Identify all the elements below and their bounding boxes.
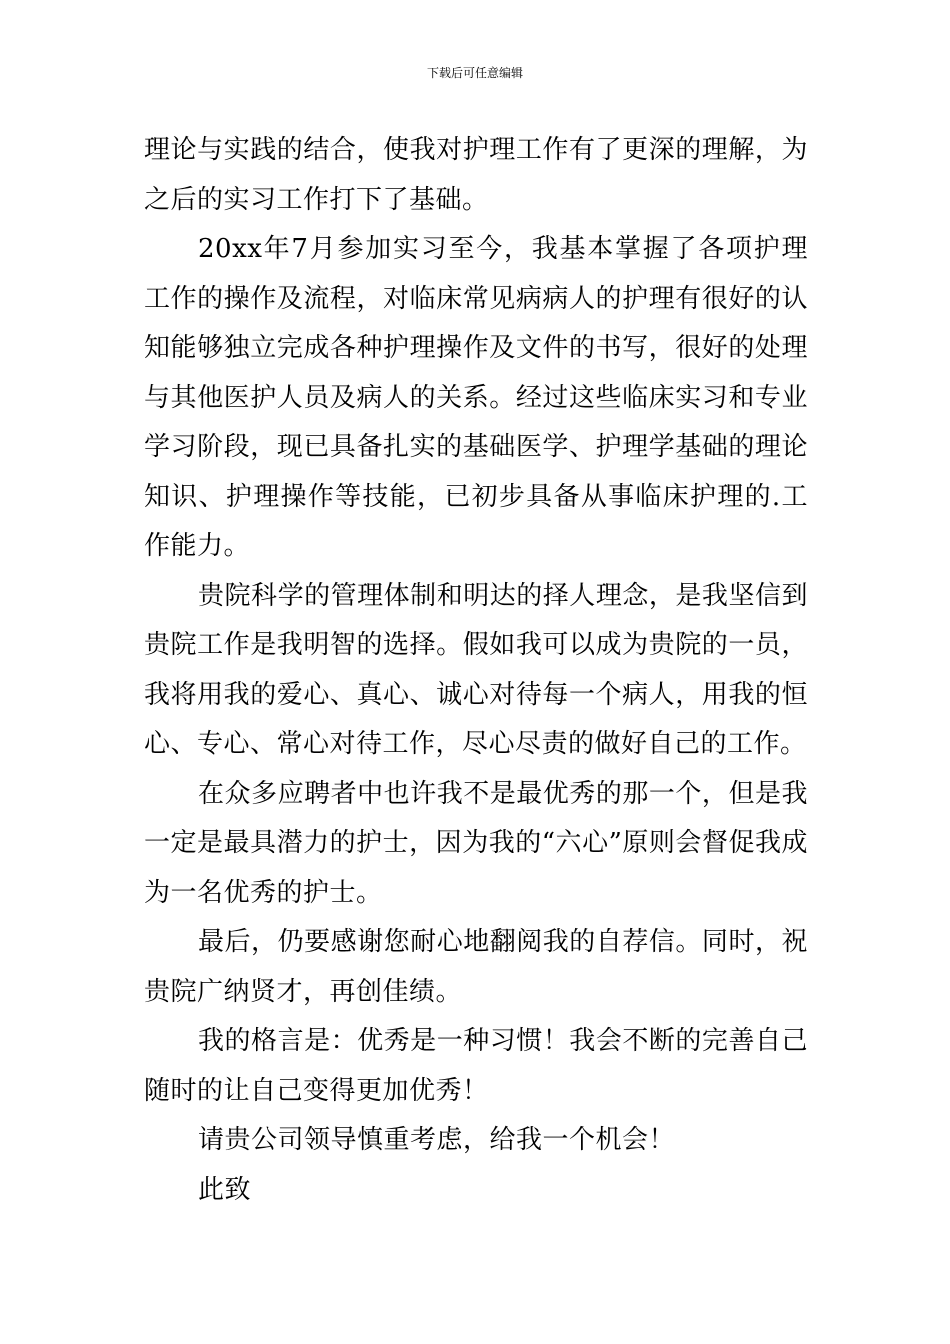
paragraph-7: 请贵公司领导慎重考虑，给我一个机会！ bbox=[198, 1125, 676, 1155]
page-header: 下载后可任意编辑 bbox=[426, 66, 523, 80]
paragraph-closing: 此致 bbox=[198, 1174, 252, 1205]
paragraph-6: 我的格言是：优秀是一种习惯！我会不断的完善自己随时的让自己变得更加优秀！ bbox=[144, 1026, 808, 1106]
paragraph-2: 20xx年7月参加实习至今，我基本掌握了各项护理工作的操作及流程，对临床常见病病人的护理有很好的认知能够独立完成各种护理操作及文件的书写，很好的处理与其他医护人员及病人的关系。经过这些临床实习和专业学习阶段，现已具备扎实的基础医学、护理学基础的理论知识、护理操作等技能，已初步具备从事临床护理的.工作能力。 bbox=[144, 234, 808, 561]
paragraph-4: 在众多应聘者中也许我不是最优秀的那一个，但是我一定是最具潜力的护士，因为我的“六心”原则会督促我成为一名优秀的护士。 bbox=[144, 778, 808, 908]
paragraph-1: 理论与实践的结合，使我对护理工作有了更深的理解，为之后的实习工作打下了基础。 bbox=[144, 135, 808, 215]
document-body bbox=[144, 126, 808, 1215]
paragraph-5: 最后，仍要感谢您耐心地翻阅我的自荐信。同时，祝贵院广纳贤才，再创佳绩。 bbox=[144, 927, 808, 1007]
paragraph-3: 贵院科学的管理体制和明达的择人理念，是我坚信到贵院工作是我明智的选择。假如我可以成为贵院的一员，我将用我的爱心、真心、诚心对待每一个病人，用我的恒心、专心、常心对待工作，尽心尽责的做好自己的工作。 bbox=[144, 580, 808, 759]
